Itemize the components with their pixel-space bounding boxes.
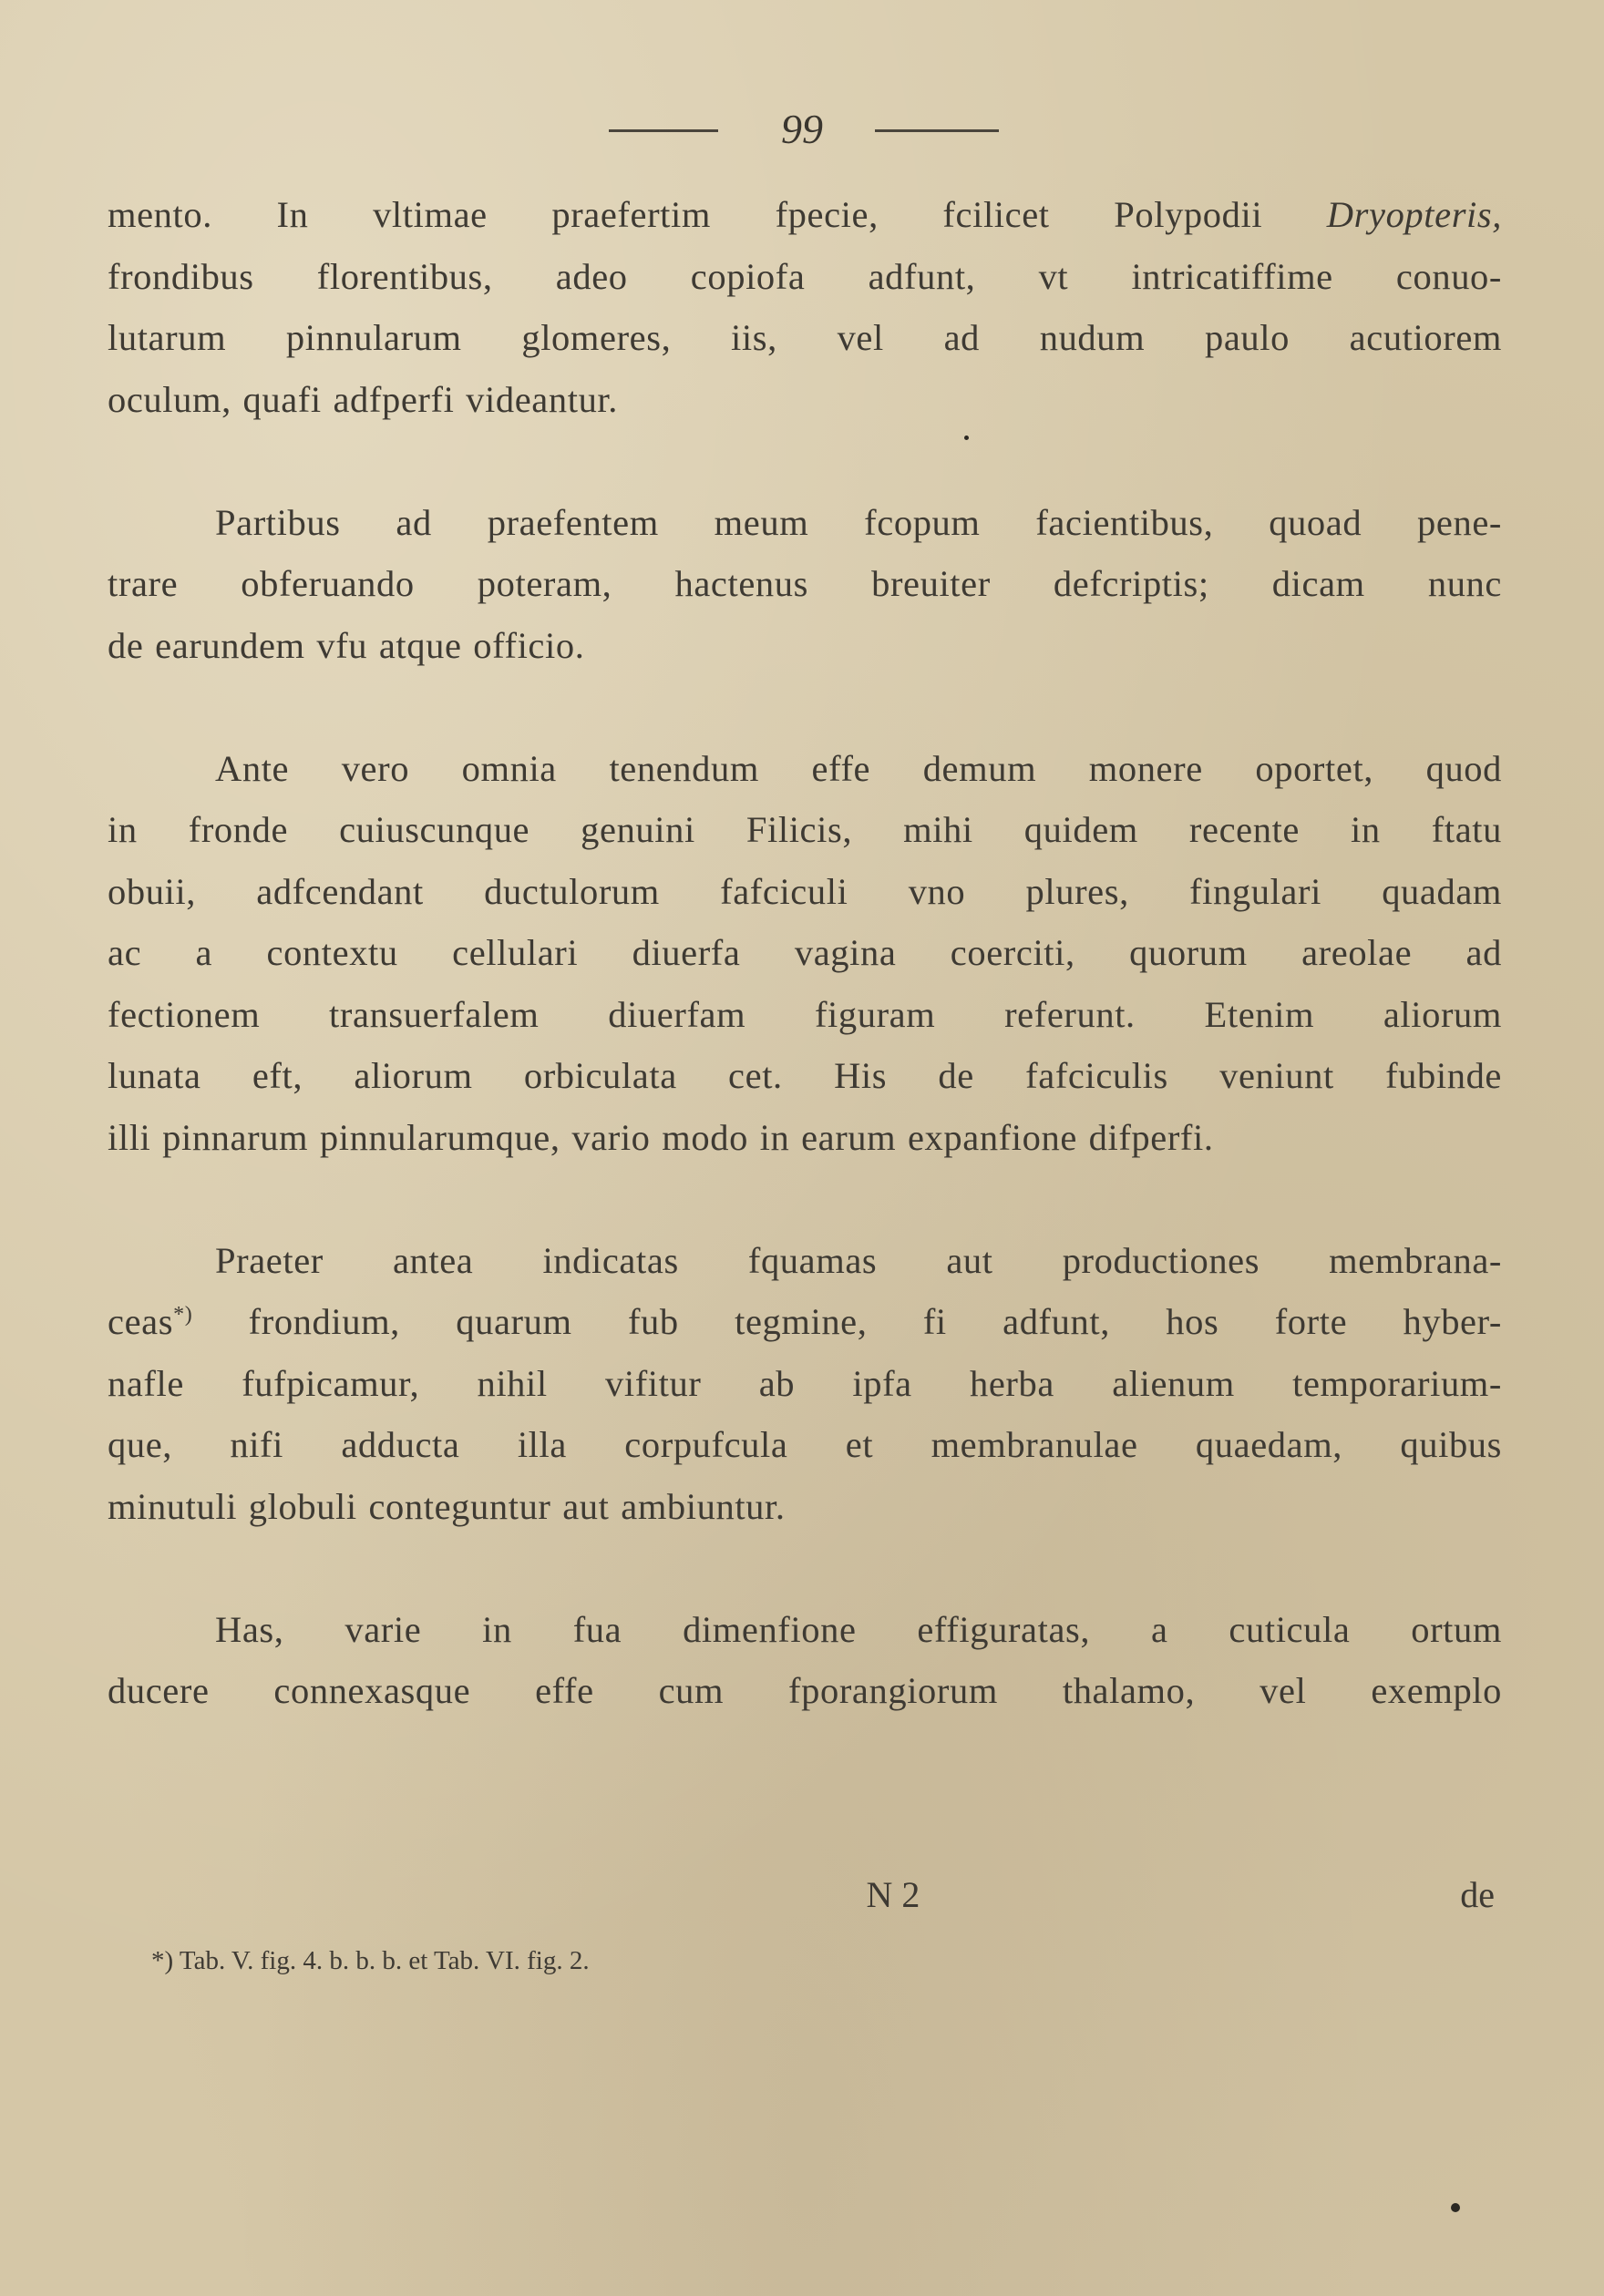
text-line: de earundem vfu atque officio. <box>108 624 585 666</box>
paragraph-gap <box>108 1537 1502 1599</box>
printer-signature: N 2 <box>866 1874 920 1915</box>
text-line: lunata eft, aliorum orbiculata cet. His de fafciculis veniunt fubinde <box>108 1055 1502 1096</box>
text-line: lutarum pinnularum glomeres, iis, vel ad nudum paulo acutiorem <box>108 317 1502 358</box>
text-line: Praeter antea indicatas fquamas aut productiones membrana- <box>215 1239 1502 1281</box>
text-line: nafle fufpicamur, nihil vifitur ab ipfa herba alienum temporarium- <box>108 1362 1502 1404</box>
text-line: Partibus ad praefentem meum fcopum facientibus, quoad pene- <box>215 501 1502 543</box>
footnote: *) Tab. V. fig. 4. b. b. b. et Tab. VI. fig. 2. <box>151 1946 590 1975</box>
text-line: trare obferuando poteram, hactenus breuiter defcriptis; dicam nunc <box>108 563 1502 604</box>
page-header <box>0 102 1604 157</box>
ink-speck <box>1451 2203 1460 2212</box>
paragraph-gap <box>108 430 1502 492</box>
line-text: ceas <box>108 1301 174 1342</box>
paragraph-2 <box>108 492 1502 677</box>
line-text: frondium, quarum fub tegmine, fi adfunt, hos forte hyber- <box>192 1301 1502 1342</box>
paragraph-gap <box>108 1168 1502 1230</box>
header-rule-right <box>875 129 999 132</box>
main-text <box>108 184 1502 1722</box>
footnote-marker: *) <box>173 1303 193 1327</box>
paragraph-5 <box>108 1599 1502 1722</box>
text-line: Has, varie in fua dimenfione effiguratas, a cuticula ortum <box>215 1608 1502 1650</box>
paragraph-3 <box>108 738 1502 1169</box>
text-line <box>108 1291 1502 1353</box>
text-line: ducere connexasque effe cum fporangiorum thalamo, vel exemplo <box>108 1670 1502 1711</box>
text-line: fectionem transuerfalem diuerfam figuram referunt. Etenim aliorum <box>108 993 1502 1035</box>
ink-speck <box>964 436 969 440</box>
paragraph-gap <box>108 676 1502 738</box>
text-line: que, nifi adducta illa corpufcula et membranulae quaedam, quibus <box>108 1424 1502 1465</box>
text-line: obuii, adfcendant ductulorum fafciculi vno plures, fingulari quadam <box>108 870 1502 912</box>
species-name: Dryopteris, <box>1326 194 1502 235</box>
text-line: oculum, quafi adfperfi videantur. <box>108 378 618 420</box>
catchword: de <box>1460 1874 1495 1915</box>
text-line: illi pinnarum pinnularumque, vario modo in earum expanfione difperfi. <box>108 1116 1214 1158</box>
text-line: minutuli globuli conteguntur aut ambiuntur. <box>108 1485 786 1527</box>
text-line <box>108 184 1502 246</box>
text-line: Ante vero omnia tenendum effe demum monere oportet, quod <box>215 747 1502 789</box>
line-text: mento. In vltimae praefertim fpecie, fcilicet Polypodii <box>108 194 1327 235</box>
page-number: 99 <box>781 106 823 152</box>
text-line: ac a contextu cellulari diuerfa vagina coerciti, quorum areolae ad <box>108 932 1502 973</box>
paragraph-4 <box>108 1230 1502 1538</box>
signature-line <box>0 1868 1604 1922</box>
paragraph-1 <box>108 184 1502 430</box>
text-line: frondibus florentibus, adeo copiofa adfunt, vt intricatiffime conuo- <box>108 255 1502 297</box>
header-rule-left <box>609 129 718 132</box>
text-line: in fronde cuiuscunque genuini Filicis, mihi quidem recente in ftatu <box>108 809 1502 850</box>
